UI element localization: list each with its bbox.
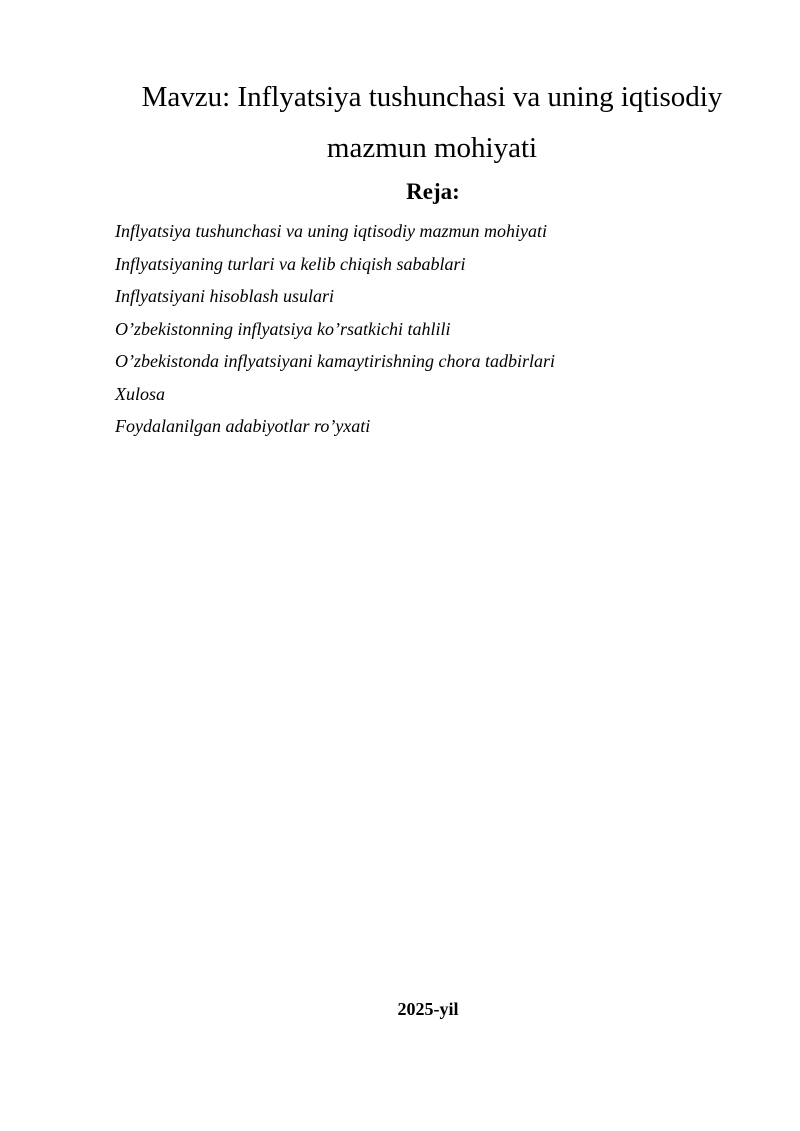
page-title	[100, 72, 764, 174]
title-line-2: mazmun mohiyati	[326, 132, 538, 164]
plan-list	[115, 215, 555, 443]
plan-heading: Reja:	[406, 179, 460, 204]
list-item: Inflyatsiya tushunchasi va uning iqtisodiy mazmun mohiyati	[115, 221, 547, 241]
title-line-1: Mavzu: Inflyatsiya tushunchasi va uning iqtisodiy	[141, 81, 723, 113]
list-item: O’zbekistonning inflyatsiya ko’rsatkichi tahlili	[115, 318, 451, 339]
list-item: Inflyatsiyaning turlari va kelib chiqish sabablari	[115, 253, 466, 274]
list-item: Inflyatsiyani hisoblash usulari	[115, 286, 335, 306]
list-item: Xulosa	[115, 383, 166, 404]
document-year: 2025-yil	[397, 999, 459, 1019]
list-item: Foydalanilgan adabiyotlar ro’yxati	[115, 416, 371, 436]
list-item: O’zbekistonda inflyatsiyani kamaytirishning chora tadbirlari	[115, 351, 555, 371]
